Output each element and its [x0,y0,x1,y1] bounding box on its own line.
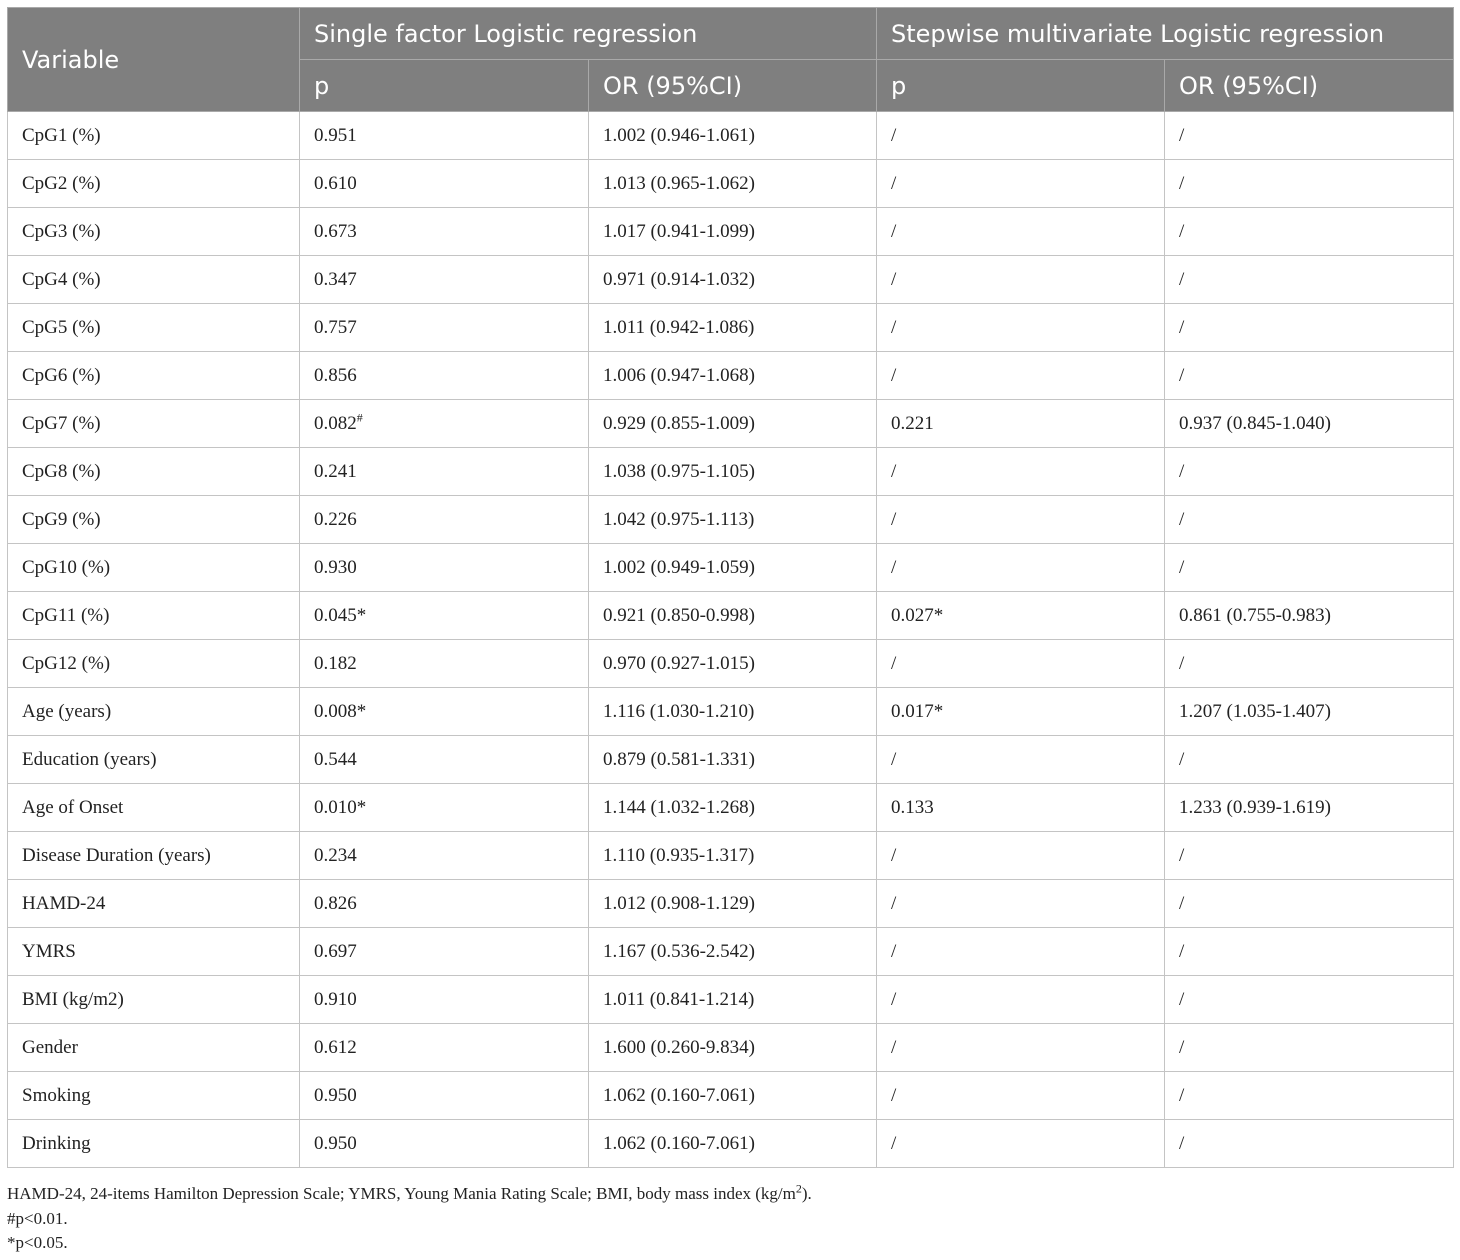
header-p-single: p [300,60,589,112]
header-single-factor: Single factor Logistic regression [300,8,877,60]
cell-or-single [589,1120,877,1168]
cell-p-single [300,1024,589,1072]
cell-variable [8,256,300,304]
cell-p-single [300,112,589,160]
cell-variable [8,1120,300,1168]
cell-or-single-text: 1.600 (0.260-9.834) [603,1036,755,1058]
cell-p-single [300,496,589,544]
header-or-single: OR (95%CI) [589,60,877,112]
cell-p-single [300,688,589,736]
cell-p-single-text: 0.544 [314,748,357,770]
cell-or-multi [1165,928,1454,976]
table-row [8,544,1454,592]
cell-variable [8,400,300,448]
cell-or-single-text: 1.017 (0.941-1.099) [603,220,755,242]
cell-or-multi-text: / [1179,652,1185,674]
cell-or-single [589,688,877,736]
cell-or-single [589,304,877,352]
cell-variable [8,640,300,688]
cell-or-multi [1165,784,1454,832]
cell-p-single-text: 0.856 [314,364,357,386]
cell-p-single-text: 0.008* [314,700,367,722]
cell-or-multi-text: 1.207 (1.035-1.407) [1179,700,1331,722]
cell-or-multi-text: / [1179,508,1185,530]
cell-p-multi [877,976,1165,1024]
cell-or-multi-text: 0.861 (0.755-0.983) [1179,604,1331,626]
cell-variable-text: CpG10 (%) [22,556,111,578]
cell-p-single [300,880,589,928]
cell-p-single-text: 0.241 [314,460,357,482]
cell-or-multi-text: / [1179,748,1185,770]
cell-or-multi-text: / [1179,556,1185,578]
cell-p-single [300,736,589,784]
cell-p-single-text: 0.950 [314,1084,357,1106]
table-row [8,1072,1454,1120]
cell-p-multi-text: / [891,508,897,530]
cell-p-multi [877,112,1165,160]
cell-p-multi-text: / [891,1036,897,1058]
cell-p-single [300,832,589,880]
table-row [8,592,1454,640]
table-row [8,880,1454,928]
table-row [8,1120,1454,1168]
cell-p-single [300,592,589,640]
table-row [8,160,1454,208]
cell-or-single [589,1024,877,1072]
cell-p-single-text: 0.082 [314,412,357,434]
cell-or-single [589,208,877,256]
cell-variable-text: CpG5 (%) [22,316,101,338]
cell-variable-text: CpG3 (%) [22,220,101,242]
cell-or-multi-text: / [1179,1132,1185,1154]
cell-p-single [300,400,589,448]
table-body [8,112,1454,1168]
cell-or-single [589,448,877,496]
cell-or-single [589,592,877,640]
cell-variable-text: Gender [22,1036,78,1058]
cell-variable-text: CpG8 (%) [22,460,101,482]
cell-or-single [589,496,877,544]
cell-or-single [589,544,877,592]
table-row [8,496,1454,544]
cell-p-multi [877,496,1165,544]
cell-or-multi-text: / [1179,940,1185,962]
cell-variable [8,736,300,784]
cell-or-single [589,736,877,784]
cell-p-single [300,976,589,1024]
cell-p-single [300,640,589,688]
cell-or-single-text: 1.062 (0.160-7.061) [603,1132,755,1154]
cell-p-multi [877,160,1165,208]
cell-p-multi-text: / [891,556,897,578]
table-row [8,256,1454,304]
table-row [8,304,1454,352]
cell-p-multi-text: / [891,364,897,386]
cell-p-single-text: 0.950 [314,1132,357,1154]
cell-or-single-text: 1.167 (0.536-2.542) [603,940,755,962]
cell-or-single-text: 1.006 (0.947-1.068) [603,364,755,386]
cell-p-single [300,160,589,208]
cell-or-multi [1165,1024,1454,1072]
cell-variable-text: Drinking [22,1132,91,1154]
footnote-hash: #p<0.01. [7,1209,68,1228]
cell-or-single [589,976,877,1024]
cell-p-single-text: 0.612 [314,1036,357,1058]
cell-or-single-text: 0.879 (0.581-1.331) [603,748,755,770]
cell-or-single [589,1072,877,1120]
footnote-superscript: 2 [795,1181,802,1196]
cell-p-multi-text: 0.221 [891,412,934,434]
table-row [8,640,1454,688]
cell-p-single-text: 0.697 [314,940,357,962]
cell-or-multi [1165,880,1454,928]
cell-p-single-text: 0.930 [314,556,357,578]
cell-or-single-text: 1.012 (0.908-1.129) [603,892,755,914]
cell-or-multi-text: / [1179,1084,1185,1106]
cell-p-single [300,448,589,496]
cell-or-multi [1165,544,1454,592]
cell-variable-text: Education (years) [22,748,157,770]
header-variable: Variable [8,8,300,112]
cell-p-single-text: 0.910 [314,988,357,1010]
cell-or-multi-text: / [1179,844,1185,866]
cell-p-multi [877,544,1165,592]
table-row [8,784,1454,832]
cell-p-multi [877,352,1165,400]
table-row [8,1024,1454,1072]
cell-variable-text: HAMD-24 [22,892,106,914]
cell-p-multi [877,928,1165,976]
cell-p-multi [877,688,1165,736]
cell-variable-text: Smoking [22,1084,91,1106]
cell-variable-text: CpG9 (%) [22,508,101,530]
cell-p-multi-text: / [891,316,897,338]
cell-variable [8,496,300,544]
table-row [8,976,1454,1024]
cell-p-multi [877,880,1165,928]
cell-variable-text: CpG12 (%) [22,652,111,674]
cell-or-single [589,928,877,976]
cell-p-multi-text: / [891,892,897,914]
cell-or-single [589,112,877,160]
cell-or-single-text: 0.929 (0.855-1.009) [603,412,755,434]
cell-p-multi-text: 0.027* [891,604,944,626]
cell-p-multi-text: 0.017* [891,700,944,722]
cell-or-multi-text: / [1179,172,1185,194]
cell-or-multi [1165,496,1454,544]
cell-p-multi-text: / [891,220,897,242]
cell-p-single-text: 0.826 [314,892,357,914]
header-row-groups [8,8,1454,60]
cell-variable-text: CpG2 (%) [22,172,101,194]
cell-p-single [300,928,589,976]
table-row [8,688,1454,736]
cell-or-multi-text: / [1179,460,1185,482]
cell-p-single [300,544,589,592]
cell-variable [8,784,300,832]
cell-p-multi [877,400,1165,448]
cell-p-single-text: 0.226 [314,508,357,530]
cell-variable [8,832,300,880]
cell-or-single-text: 1.011 (0.942-1.086) [603,316,755,338]
cell-or-multi [1165,208,1454,256]
cell-variable [8,976,300,1024]
cell-p-single-text: 0.610 [314,172,357,194]
cell-variable-text: CpG6 (%) [22,364,101,386]
cell-p-single [300,1072,589,1120]
cell-or-single-text: 1.144 (1.032-1.268) [603,796,755,818]
cell-or-multi [1165,1120,1454,1168]
cell-variable-text: CpG7 (%) [22,412,101,434]
cell-p-single [300,208,589,256]
cell-or-multi-text: / [1179,220,1185,242]
cell-variable [8,352,300,400]
cell-p-single-text: 0.673 [314,220,357,242]
table-row [8,448,1454,496]
cell-variable [8,208,300,256]
table-row [8,352,1454,400]
table-row [8,928,1454,976]
cell-p-multi-text: / [891,1132,897,1154]
cell-or-single-text: 1.042 (0.975-1.113) [603,508,755,530]
cell-p-multi-text: / [891,988,897,1010]
cell-variable [8,160,300,208]
cell-or-multi [1165,112,1454,160]
cell-p-multi-text: / [891,844,897,866]
cell-variable [8,112,300,160]
cell-p-single-text: 0.347 [314,268,357,290]
cell-variable-text: Age of Onset [22,796,124,818]
cell-p-single-text: 0.757 [314,316,357,338]
cell-or-single [589,352,877,400]
cell-p-multi-text: / [891,268,897,290]
cell-p-multi-text: / [891,172,897,194]
cell-variable-text: Disease Duration (years) [22,844,211,866]
cell-or-multi [1165,352,1454,400]
cell-or-single-text: 0.971 (0.914-1.032) [603,268,755,290]
cell-p-multi [877,640,1165,688]
cell-p-single-text: 0.951 [314,124,357,146]
cell-or-single-text: 1.062 (0.160-7.061) [603,1084,755,1106]
cell-or-multi [1165,256,1454,304]
cell-p-multi [877,736,1165,784]
cell-or-multi-text: / [1179,364,1185,386]
cell-or-multi [1165,160,1454,208]
cell-p-single [300,304,589,352]
cell-or-single [589,880,877,928]
cell-variable [8,544,300,592]
cell-variable [8,448,300,496]
regression-table [7,7,1454,1168]
cell-p-multi-text: / [891,1084,897,1106]
header-stepwise-multivariate: Stepwise multivariate Logistic regression [877,8,1454,60]
cell-p-single [300,352,589,400]
cell-or-single [589,400,877,448]
cell-p-single [300,784,589,832]
cell-or-multi [1165,736,1454,784]
cell-or-multi [1165,976,1454,1024]
cell-p-multi-text: / [891,748,897,770]
cell-p-multi-text: / [891,460,897,482]
cell-or-multi [1165,640,1454,688]
cell-or-single-text: 1.002 (0.949-1.059) [603,556,755,578]
table-row [8,208,1454,256]
cell-variable-text: CpG1 (%) [22,124,101,146]
cell-or-multi [1165,1072,1454,1120]
cell-variable-text: Age (years) [22,700,112,722]
cell-or-single-text: 0.921 (0.850-0.998) [603,604,755,626]
cell-or-multi-text: 1.233 (0.939-1.619) [1179,796,1331,818]
cell-or-single [589,640,877,688]
cell-p-multi-text: 0.133 [891,796,934,818]
cell-or-multi-text: / [1179,988,1185,1010]
cell-p-single-text: 0.234 [314,844,357,866]
cell-or-multi-text: / [1179,892,1185,914]
cell-or-multi [1165,592,1454,640]
table-row [8,400,1454,448]
significance-marker: # [356,410,363,425]
cell-p-multi-text: / [891,652,897,674]
cell-or-single-text: 1.002 (0.946-1.061) [603,124,755,146]
cell-or-single [589,160,877,208]
cell-variable [8,1024,300,1072]
footnote-star: *p<0.05. [7,1233,68,1252]
cell-or-multi-text: 0.937 (0.845-1.040) [1179,412,1331,434]
cell-or-multi [1165,400,1454,448]
cell-or-single-text: 1.011 (0.841-1.214) [603,988,755,1010]
cell-p-multi [877,1072,1165,1120]
cell-variable [8,1072,300,1120]
cell-or-single [589,832,877,880]
cell-or-multi [1165,304,1454,352]
cell-or-single-text: 1.013 (0.965-1.062) [603,172,755,194]
cell-p-multi [877,784,1165,832]
cell-p-multi [877,592,1165,640]
cell-p-multi-text: / [891,124,897,146]
cell-variable-text: CpG11 (%) [22,604,110,626]
cell-p-single [300,256,589,304]
cell-p-multi-text: / [891,940,897,962]
cell-or-single-text: 1.038 (0.975-1.105) [603,460,755,482]
cell-p-single-text: 0.045* [314,604,367,626]
cell-or-single-text: 0.970 (0.927-1.015) [603,652,755,674]
cell-p-multi [877,832,1165,880]
cell-or-multi-text: / [1179,124,1185,146]
cell-or-single [589,784,877,832]
cell-or-single [589,256,877,304]
table-row [8,736,1454,784]
cell-or-multi-text: / [1179,316,1185,338]
cell-variable [8,928,300,976]
cell-p-multi [877,448,1165,496]
cell-p-single [300,1120,589,1168]
cell-or-single-text: 1.116 (1.030-1.210) [603,700,755,722]
cell-or-multi [1165,688,1454,736]
cell-variable [8,880,300,928]
cell-variable [8,304,300,352]
cell-or-multi-text: / [1179,268,1185,290]
cell-variable [8,688,300,736]
cell-or-multi [1165,832,1454,880]
cell-p-multi [877,1120,1165,1168]
cell-or-multi [1165,448,1454,496]
footnote-abbreviations [7,1181,812,1204]
footnote-abbreviations-text: HAMD-24, 24-items Hamilton Depression Scale; YMRS, Young Mania Rating Scale; BMI, body mass index (kg/m [7,1184,796,1203]
cell-p-multi [877,1024,1165,1072]
cell-variable [8,592,300,640]
cell-p-multi [877,208,1165,256]
cell-or-multi-text: / [1179,1036,1185,1058]
cell-p-single-text: 0.182 [314,652,357,674]
cell-variable-text: BMI (kg/m2) [22,988,124,1010]
cell-or-single-text: 1.110 (0.935-1.317) [603,844,755,866]
header-or-multi: OR (95%CI) [1165,60,1454,112]
table-row [8,832,1454,880]
cell-variable-text: CpG4 (%) [22,268,101,290]
cell-p-single-text: 0.010* [314,796,367,818]
table-row [8,112,1454,160]
header-p-multi: p [877,60,1165,112]
footnote-abbreviations-end: ). [801,1184,812,1203]
cell-variable-text: YMRS [22,940,76,962]
cell-p-multi [877,304,1165,352]
cell-p-multi [877,256,1165,304]
